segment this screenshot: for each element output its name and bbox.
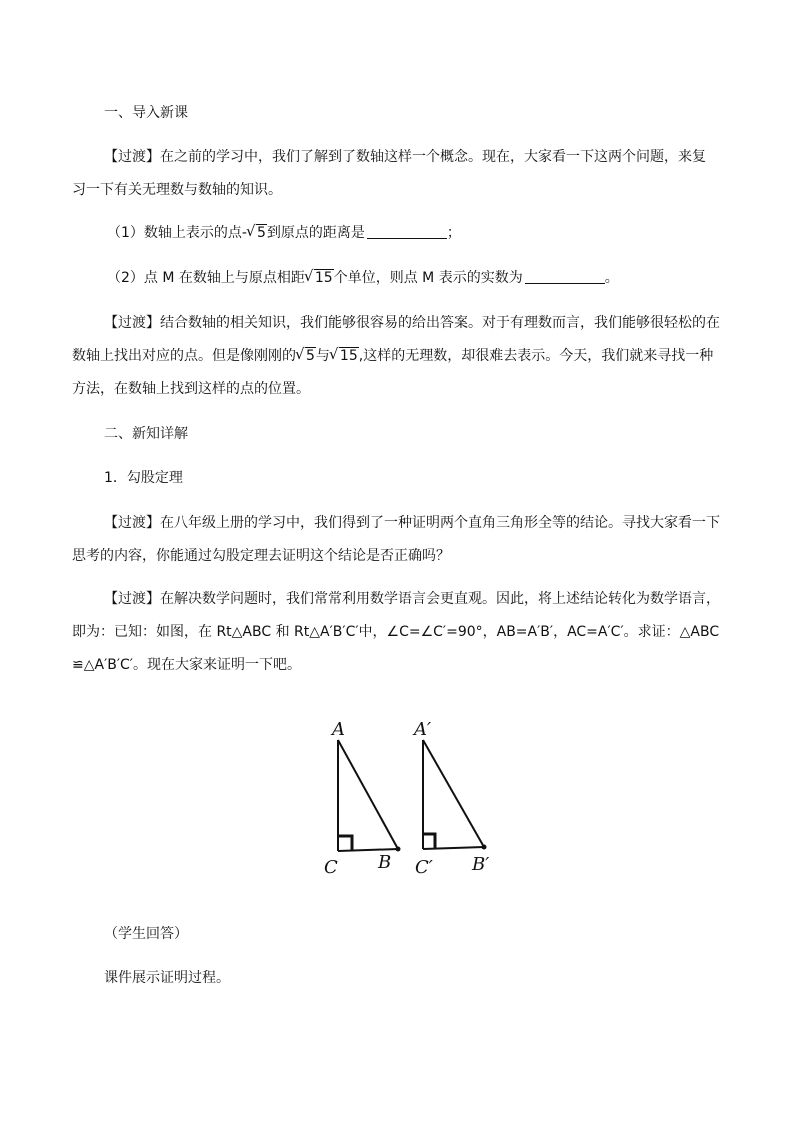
paragraph-2-line-1: 【过渡】结合数轴的相关知识，我们能够很容易的给出答案。对于有理数而言，我们能够很轻松的在 (104, 315, 720, 331)
label-a: A (332, 719, 345, 740)
paragraph-4-line-1: 【过渡】在解决数学问题时，我们常常利用数学语言会更直观。因此，将上述结论转化为数学语言， (104, 591, 720, 607)
label-c: C (324, 857, 338, 878)
triangle-a2b2c2 (423, 740, 484, 849)
triangle-figure (310, 710, 510, 885)
sqrt-15-inline: √ 15 (330, 346, 359, 366)
label-a-prime: A′ (414, 719, 432, 740)
side-ab (338, 740, 398, 849)
paragraph-1-line-2: 习一下有关无理数与数轴的知识。 (72, 182, 282, 198)
right-angle-mark-c (338, 836, 352, 851)
pythagorean-subheading: 1．勾股定理 (104, 470, 183, 486)
student-answer-note: （学生回答） (104, 926, 188, 942)
answer-blank-1[interactable] (367, 224, 447, 239)
question-1-suffix: 到原点的距离是 (266, 225, 365, 241)
sqrt-5: √ 5 (247, 223, 267, 243)
question-2: （2）点 M 在数轴上与原点相距√ 15个单位，则点 M 表示的实数为 。 (107, 268, 619, 288)
label-b-prime: B′ (472, 854, 490, 875)
right-angle-mark-c2 (423, 834, 435, 849)
new-knowledge-heading: 二、新知详解 (104, 426, 188, 442)
paragraph-3-line-1: 【过渡】在八年级上册的学习中，我们得到了一种证明两个直角三角形全等的结论。寻找大家看一下 (104, 515, 720, 531)
sqrt-15: √ 15 (305, 268, 334, 288)
paragraph-4-line-3: ≌△A′B′C′。现在大家来证明一下吧。 (72, 657, 301, 673)
question-2-prefix: （2）点 M 在数轴上与原点相距 (107, 270, 305, 286)
question-1-prefix: （1）数轴上表示的点- (107, 225, 247, 241)
point-b2 (482, 845, 487, 850)
label-b: B (378, 852, 392, 873)
paragraph-2-line-2: 数轴上找出对应的点。但是像刚刚的√ 5与√ 15,这样的无理数，却很难去表示。今天，我们就来寻找一种 (72, 346, 713, 366)
triangle-abc (338, 740, 398, 851)
side-a2b2 (423, 740, 484, 847)
question-1: （1）数轴上表示的点-√ 5到原点的距离是 ； (107, 223, 461, 243)
question-2-suffix: 个单位，则点 M 表示的实数为 (333, 270, 523, 286)
side-c2b2 (423, 847, 484, 849)
side-cb (338, 849, 398, 851)
answer-blank-2[interactable] (525, 269, 605, 284)
courseware-note: 课件展示证明过程。 (104, 970, 230, 986)
sqrt-5-inline: √ 5 (296, 346, 316, 366)
paragraph-2-line-3: 方法，在数轴上找到这样的点的位置。 (72, 381, 310, 397)
paragraph-1-line-1: 【过渡】在之前的学习中，我们了解到了数轴这样一个概念。现在，大家看一下这两个问题，来复 (104, 149, 706, 165)
label-c-prime: C′ (415, 857, 433, 878)
intro-heading: 一、导入新课 (104, 105, 188, 121)
paragraph-3-line-2: 思考的内容，你能通过勾股定理去证明这个结论是否正确吗？ (72, 548, 450, 564)
paragraph-4-line-2: 即为：已知：如图，在 Rt△ABC 和 Rt△A′B′C′中，∠C=∠C′=90°，AB=A′B′，AC=A′C′。求证：△ABC (72, 624, 720, 640)
point-b (396, 847, 401, 852)
